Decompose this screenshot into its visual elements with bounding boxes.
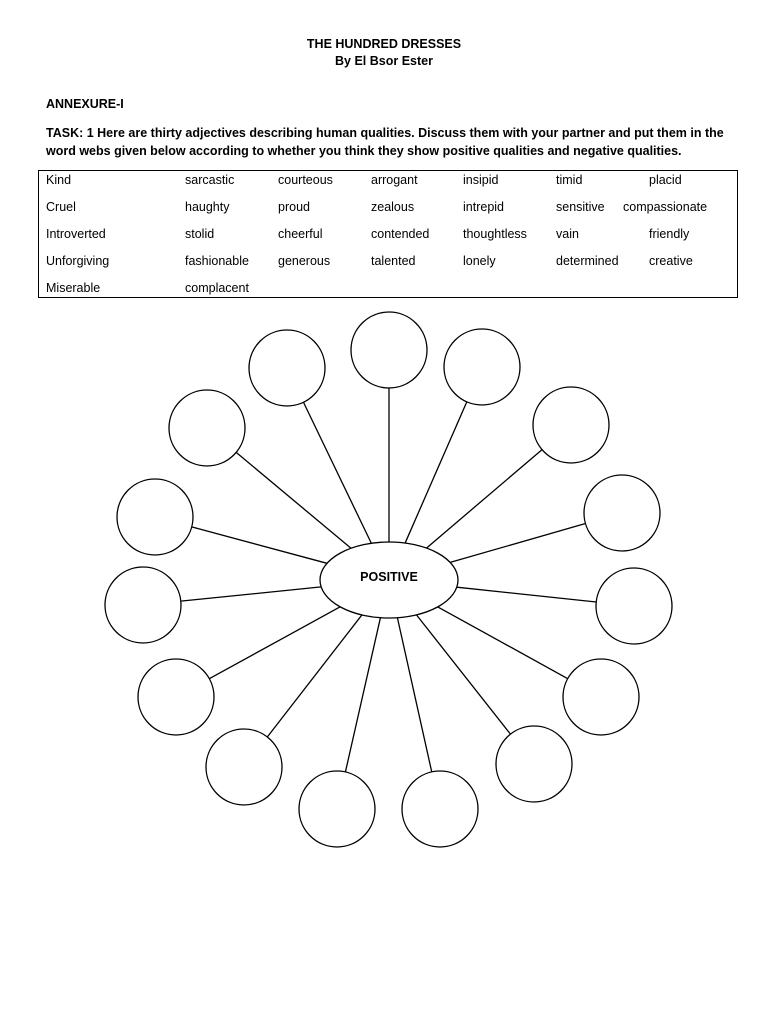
- empty-answer-circle[interactable]: [584, 475, 660, 551]
- web-spoke-line: [181, 587, 321, 601]
- adjective-word: thoughtless: [463, 227, 527, 241]
- empty-answer-circle[interactable]: [299, 771, 375, 847]
- adjective-word: lonely: [463, 254, 496, 268]
- adjective-word: timid: [556, 173, 583, 187]
- word-web-center-label: POSITIVE: [360, 570, 418, 584]
- adjective-word: cheerful: [278, 227, 323, 241]
- adjective-word: creative: [649, 254, 693, 268]
- adjective-word: friendly: [649, 227, 690, 241]
- adjective-word: complacent: [185, 281, 249, 295]
- web-spoke-line: [192, 527, 327, 563]
- web-spoke-line: [345, 618, 380, 772]
- empty-answer-circle[interactable]: [206, 729, 282, 805]
- annexure-heading: ANNEXURE-I: [46, 97, 124, 111]
- adjective-table: [38, 170, 738, 298]
- web-spoke-line: [416, 615, 510, 734]
- empty-answer-circle[interactable]: [105, 567, 181, 643]
- adjective-word: zealous: [371, 200, 415, 214]
- adjective-word: contended: [371, 227, 430, 241]
- empty-answer-circle[interactable]: [138, 659, 214, 735]
- empty-answer-circle[interactable]: [402, 771, 478, 847]
- web-spoke-line: [457, 587, 596, 602]
- adjective-word: vain: [556, 227, 579, 241]
- document-author: By El Bsor Ester: [335, 54, 433, 68]
- adjective-word: haughty: [185, 200, 230, 214]
- web-spoke-line: [267, 615, 362, 737]
- web-spoke-line: [397, 618, 431, 772]
- adjective-word: Kind: [46, 173, 72, 187]
- empty-answer-circle[interactable]: [117, 479, 193, 555]
- web-spoke-line: [303, 402, 371, 543]
- adjective-word: stolid: [185, 227, 215, 241]
- empty-answer-circle[interactable]: [169, 390, 245, 466]
- web-spoke-line: [450, 524, 585, 563]
- empty-answer-circle[interactable]: [563, 659, 639, 735]
- web-spoke-line: [236, 452, 351, 548]
- empty-answer-circle[interactable]: [596, 568, 672, 644]
- empty-answer-circle[interactable]: [249, 330, 325, 406]
- adjective-word: compassionate: [623, 200, 708, 214]
- adjective-word: fashionable: [185, 254, 249, 268]
- task-instructions: TASK: 1 Here are thirty adjectives describing human qualities. Discuss them with your partner and put them in the word webs given below according to whether you think they show positive qualities and negative qualities.: [46, 126, 724, 158]
- web-spoke-line: [438, 607, 568, 679]
- adjective-word: generous: [278, 254, 331, 268]
- document-title: THE HUNDRED DRESSES: [306, 37, 462, 51]
- adjective-word: arrogant: [371, 173, 418, 187]
- adjective-word: courteous: [278, 173, 333, 187]
- adjective-word: insipid: [463, 173, 499, 187]
- empty-answer-circle[interactable]: [444, 329, 520, 405]
- adjective-word: Cruel: [46, 200, 76, 214]
- adjective-word: talented: [371, 254, 416, 268]
- adjective-word: sarcastic: [185, 173, 235, 187]
- web-spoke-line: [426, 450, 542, 548]
- adjective-word: Unforgiving: [46, 254, 110, 268]
- adjective-word: intrepid: [463, 200, 504, 214]
- adjective-word: Miserable: [46, 281, 101, 295]
- adjective-word: Introverted: [46, 227, 106, 241]
- adjective-word: sensitive: [556, 200, 605, 214]
- empty-answer-circle[interactable]: [496, 726, 572, 802]
- adjective-word: proud: [278, 200, 310, 214]
- empty-answer-circle[interactable]: [533, 387, 609, 463]
- adjective-word: placid: [649, 173, 682, 187]
- empty-answer-circle[interactable]: [351, 312, 427, 388]
- adjective-word: determined: [556, 254, 619, 268]
